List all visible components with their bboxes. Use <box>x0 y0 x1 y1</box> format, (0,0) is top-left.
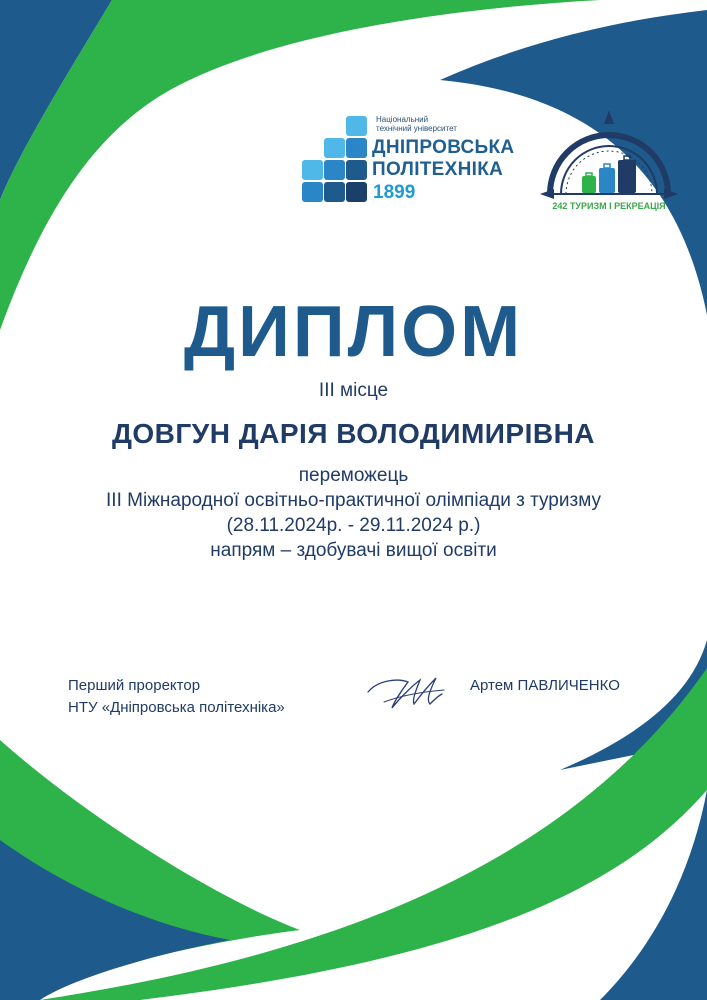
description-line3: (28.11.2024р. - 29.11.2024 р.) <box>226 515 481 536</box>
tourism-logo-label: 242 ТУРИЗМ І РЕКРЕАЦІЯ <box>552 201 666 211</box>
university-name-line1: ДНІПРОВСЬКА <box>372 137 515 158</box>
university-name-line2: ПОЛІТЕХНІКА <box>372 159 504 180</box>
description-line2: ІІІ Міжнародної освітньо-практичної олімпіади з туризму <box>106 490 601 511</box>
university-logo <box>300 112 535 212</box>
university-year: 1899 <box>373 182 416 203</box>
university-type <box>376 115 457 133</box>
description-line1: переможець <box>298 465 409 486</box>
signer-position-line2: НТУ «Дніпровська політехніка» <box>68 699 285 716</box>
signer-name: Артем ПАВЛИЧЕНКО <box>470 677 620 694</box>
university-type-line2: технічний університет <box>376 124 457 133</box>
place-text: ІІІ місце <box>318 380 389 401</box>
tourism-logo <box>536 110 682 216</box>
compass-suitcases-icon <box>536 110 682 200</box>
winner-name: ДОВГУН ДАРІЯ ВОЛОДИМИРІВНА <box>111 418 596 449</box>
diploma-title: ДИПЛОМ <box>183 292 524 372</box>
university-type-line1: Національний <box>376 115 429 124</box>
university-name <box>372 137 514 181</box>
signer-position-line1: Перший проректор <box>68 677 201 694</box>
signer-position <box>68 675 285 719</box>
handwritten-signature <box>364 672 446 712</box>
description-line4: напрям – здобувачі вищої освіти <box>210 540 497 561</box>
university-blocks-icon <box>300 112 370 207</box>
diploma-description <box>0 463 707 563</box>
